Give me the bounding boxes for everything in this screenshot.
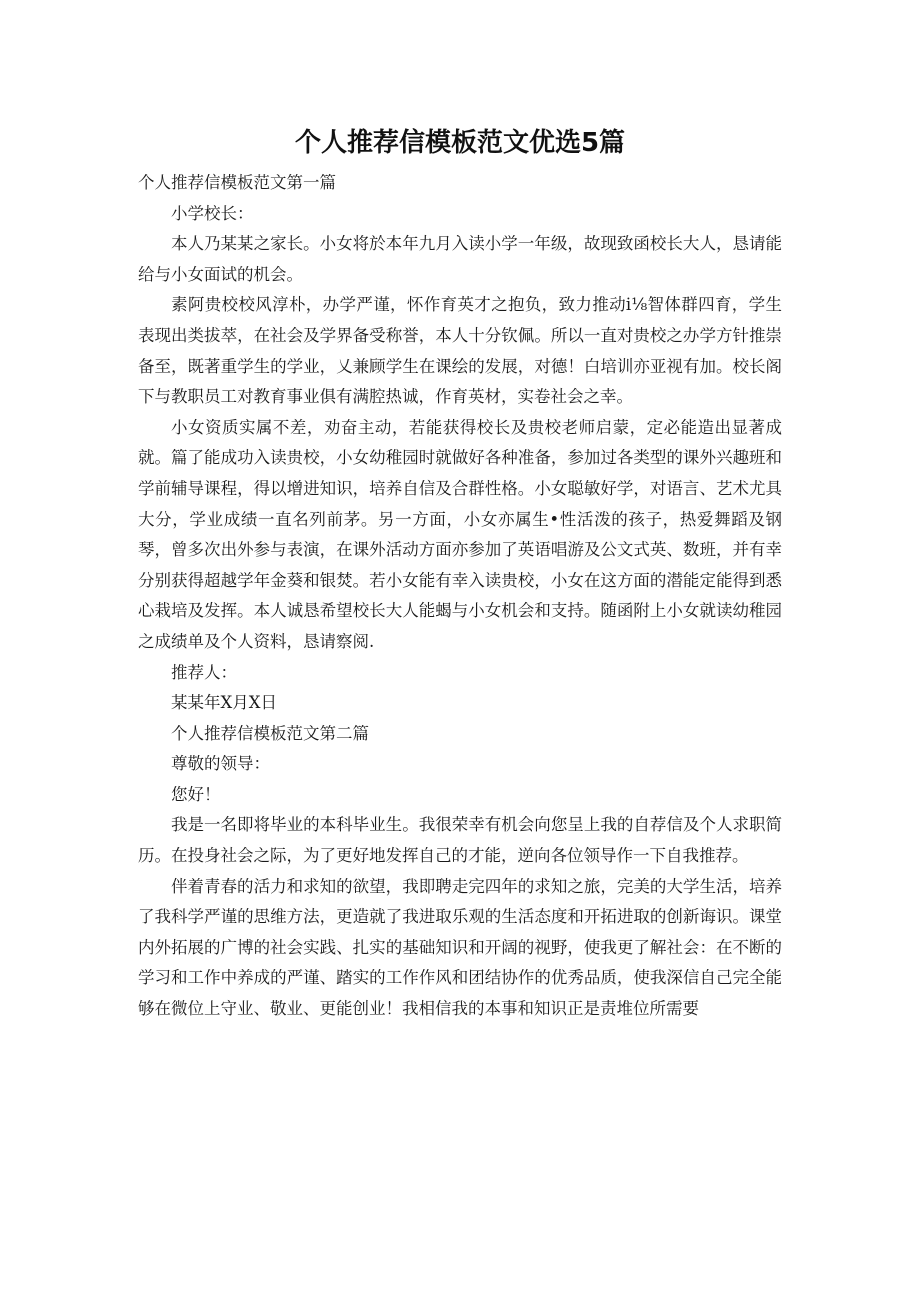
document-body <box>138 168 782 1025</box>
section1-paragraph-3: 小女资质实属不差，劝奋主动，若能获得校长及贵校老师启蒙，定必能造出显著成就。篇了能成功入读贵校，小女幼稚园时就做好各种准备，参加过各类型的课外兴趣班和学前辅导课程，得以增进知识，培养自信及合群性格。小女聪敏好学，对语言、艺术尤具大分，学业成绩一直名列前茅。另一方面，小女亦属生•性活泼的孩子，热爱舞蹈及钢琴，曾多次出外参与表演，在课外活动方面亦参加了英语唱游及公文式英、数班，并有幸分别获得超越学年金葵和银焚。若小女能有幸入读贵校，小女在这方面的潜能定能得到悉心栽培及发挥。本人诚恳希望校长大人能蝎与小女机会和支持。随函附上小女就读幼稚园之成绩单及个人资料，恳请察阅. <box>138 417 782 651</box>
document-title: 个人推荐信模板范文优选5篇 <box>294 128 626 158</box>
section1-paragraph-1: 本人乃某某之家长。小女将於本年九月入读小学一年级，故现致函校长大人，恳请能给与小女面试的机会。 <box>138 234 782 284</box>
section1-salutation: 小学校长： <box>171 203 254 223</box>
section2-paragraph-1: 我是一名即将毕业的本科毕业生。我很荣幸有机会向您呈上我的自荐信及个人求职简历。在投身社会之际，为了更好地发挥自己的才能，逆向各位领导作一下自我推荐。 <box>138 815 782 866</box>
section2-salutation: 尊敬的领导： <box>171 754 270 774</box>
section2-paragraph-2: 伴着青春的活力和求知的欲望，我即聘走完四年的求知之旅，完美的大学生活，培养了我科学严谨的思维方法，更造就了我进取乐观的生活态度和开拓进取的创新诲识。课堂内外拓展的广博的社会实践、扎实的基础知识和开阔的视野，使我更了解社会：在不断的学习和工作中养成的严谨、踏实的工作作风和团结协作的优秀品质，使我深信自己完全能够在微位上守业、敬业、更能创业！我相信我的本事和知识正是责堆位所需要 <box>138 876 782 1019</box>
section1-date: 某某年X月X日 <box>171 693 277 713</box>
section1-paragraph-2: 素阿贵校校风淳朴，办学严谨，怀作育英才之抱负，致力推动i⅛智体群四育，学生表现出类拔萃，在社会及学界备受称誉，本人十分钦佩。所以一直对贵校之办学方针推崇备至，既著重学生的学业，乂兼顾学生在课绘的发展，对德！白培训亦亚视有加。校长阁下与教职员工对教育事业俱有满腔热诚，作育英材，实卷社会之幸。 <box>138 295 782 407</box>
section2-greeting: 您好！ <box>171 784 221 804</box>
section1-heading: 个人推荐信模板范文第一篇 <box>138 173 336 192</box>
section2-heading: 个人推荐信模板范文第二篇 <box>171 723 369 743</box>
section1-signature-label: 推荐人： <box>171 662 237 682</box>
